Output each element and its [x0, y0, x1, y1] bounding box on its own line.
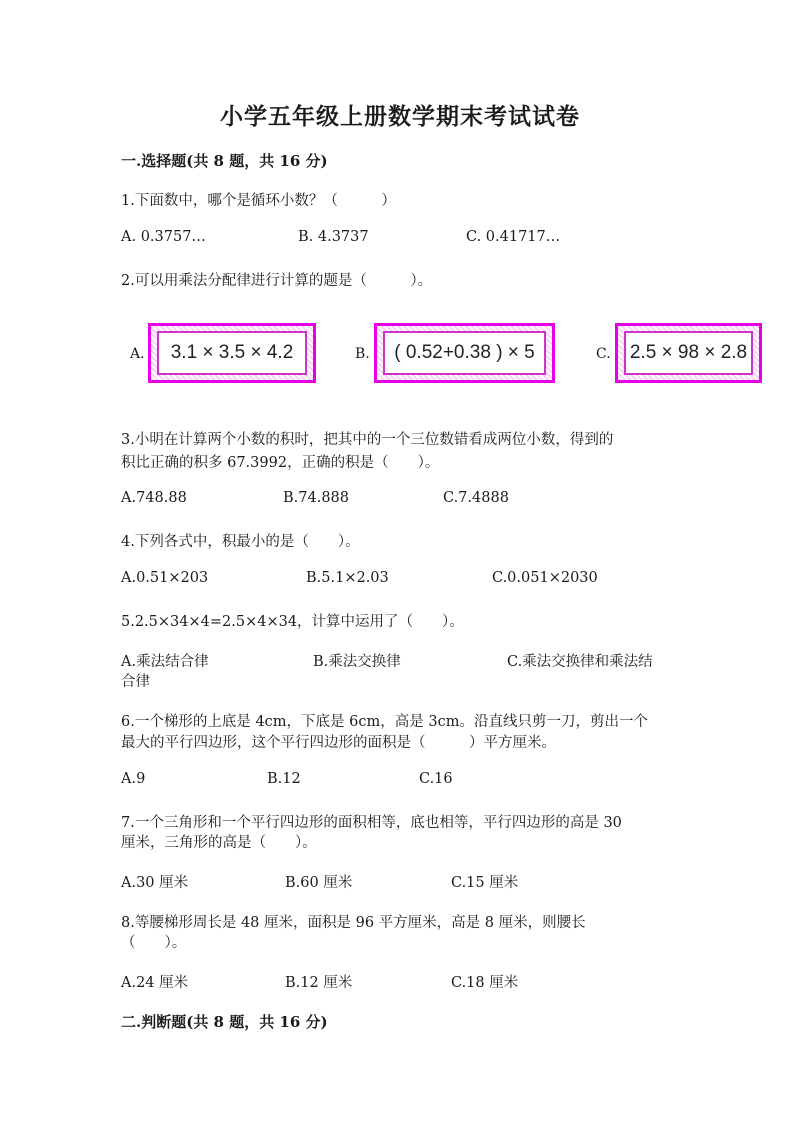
question-7-stem-line-1: 7.一个三角形和一个平行四边形的面积相等，底也相等，平行四边形的高是 30 — [121, 815, 622, 831]
question-1-option-c: C. 0.41717… — [466, 229, 561, 245]
question-4-option-c: C.0.051×2030 — [492, 570, 598, 586]
question-8-stem-line-1: 8.等腰梯形周长是 48 厘米，面积是 96 平方厘米，高是 8 厘米，则腰长 — [121, 915, 586, 931]
question-5-option-c-continued: 合律 — [121, 674, 150, 690]
question-7-option-a: A.30 厘米 — [121, 875, 189, 891]
question-7-stem-line-2: 厘米，三角形的高是（ ）。 — [121, 835, 317, 851]
section-heading-choice: 一.选择题(共 8 题，共 16 分) — [121, 152, 328, 170]
question-3-option-a: A.748.88 — [121, 490, 187, 506]
question-5-stem: 5.2.5×34×4=2.5×4×34，计算中运用了（ ）。 — [121, 614, 464, 630]
question-4-option-a: A.0.51×203 — [121, 570, 209, 586]
question-7-option-c: C.15 厘米 — [451, 875, 519, 891]
question-2-option-b-expression: ( 0.52+0.38 ) × 5 — [383, 331, 546, 375]
question-6-option-a: A.9 — [121, 771, 146, 787]
question-1-option-a: A. 0.3757… — [121, 229, 206, 245]
question-8-stem-line-2: （ ）。 — [121, 935, 187, 951]
question-6-stem-line-1: 6.一个梯形的上底是 4cm，下底是 6cm，高是 3cm。沿直线只剪一刀，剪出一个 — [121, 714, 648, 730]
question-6-option-c: C.16 — [419, 771, 453, 787]
question-3-stem-line-2: 积比正确的积多 67.3992，正确的积是（ ）。 — [121, 455, 440, 471]
question-2-option-c-expression: 2.5 × 98 × 2.8 — [624, 331, 753, 375]
question-6-stem-line-2: 最大的平行四边形，这个平行四边形的面积是（ ）平方厘米。 — [121, 735, 556, 751]
question-4-option-b: B.5.1×2.03 — [306, 570, 389, 586]
section-heading-true-false: 二.判断题(共 8 题，共 16 分) — [121, 1013, 328, 1031]
question-2-option-b-label: B. — [355, 346, 370, 362]
question-5-option-a: A.乘法结合律 — [121, 654, 209, 670]
question-7-option-b: B.60 厘米 — [285, 875, 353, 891]
question-2-stem: 2.可以用乘法分配律进行计算的题是（ ）。 — [121, 273, 433, 289]
question-2-option-a-expression: 3.1 × 3.5 × 4.2 — [157, 331, 307, 375]
question-8-option-a: A.24 厘米 — [121, 975, 189, 991]
page-title: 小学五年级上册数学期末考试试卷 — [220, 103, 580, 130]
question-2-option-c-box — [615, 323, 762, 383]
question-2-option-a-box — [148, 323, 316, 383]
question-6-option-b: B.12 — [267, 771, 301, 787]
question-8-option-b: B.12 厘米 — [285, 975, 353, 991]
question-1-stem: 1.下面数中，哪个是循环小数？（ ） — [121, 193, 396, 209]
question-1-option-b: B. 4.3737 — [298, 229, 369, 245]
question-2-option-c-label: C. — [596, 346, 611, 362]
question-3-option-b: B.74.888 — [283, 490, 350, 506]
question-5-option-b: B.乘法交换律 — [313, 654, 401, 670]
question-3-stem-line-1: 3.小明在计算两个小数的积时，把其中的一个三位数错看成两位小数，得到的 — [121, 432, 614, 448]
question-2-option-a-label: A. — [130, 346, 145, 362]
question-2-option-b-box — [374, 323, 555, 383]
question-3-option-c: C.7.4888 — [443, 490, 509, 506]
question-5-option-c: C.乘法交换律和乘法结 — [507, 654, 653, 670]
question-4-stem: 4.下列各式中，积最小的是（ ）。 — [121, 534, 360, 550]
question-8-option-c: C.18 厘米 — [451, 975, 519, 991]
